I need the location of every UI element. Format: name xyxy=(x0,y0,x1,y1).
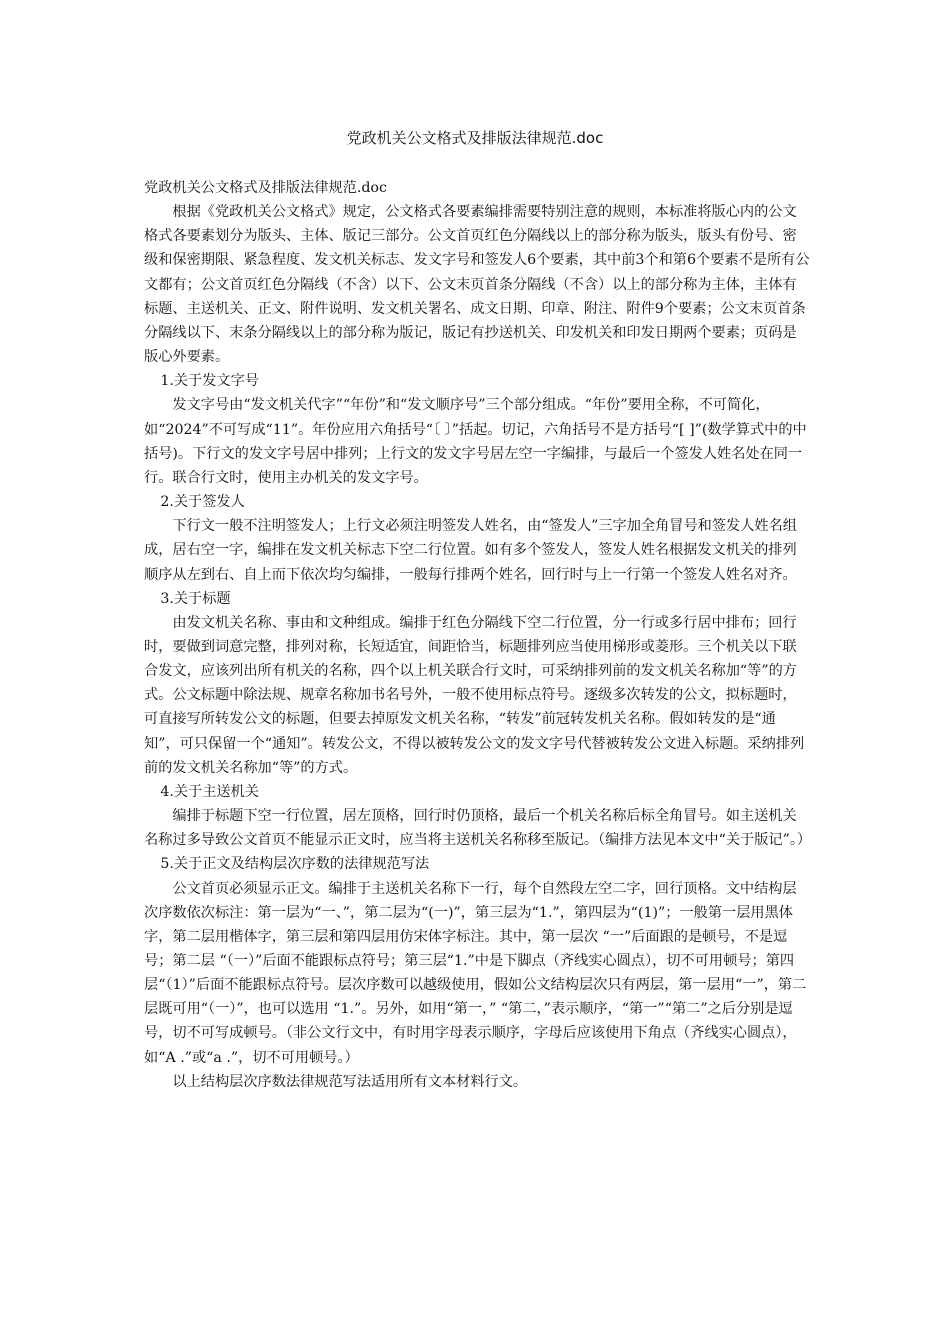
section-5-closing-paragraph: 以上结构层次序数法律规范写法适用所有文本材料行文。 xyxy=(172,1073,528,1090)
section-heading-2: 2.关于签发人 xyxy=(160,494,245,511)
section-heading-4: 4.关于主送机关 xyxy=(160,783,259,800)
document-title: 党政机关公文格式及排版法律规范.doc xyxy=(346,129,604,147)
filename-line: 党政机关公文格式及排版法律规范.doc xyxy=(144,180,387,196)
section-heading-5: 5.关于正文及结构层次序数的法律规范写法 xyxy=(160,856,430,873)
section-4-paragraph: 编排于标题下空一行位置，居左顶格，回行时仍顶格，最后一个机关名称后标全角冒号。如主送机关名称过多导致公文首页不能显示正文时，应当将主送机关名称移至版记。（编排方法见本文中“关于版记”。） xyxy=(144,808,812,849)
section-heading-3: 3.关于标题 xyxy=(160,590,231,607)
section-1-paragraph: 发文字号由“发文机关代字”“年份”和“发文顺序号”三个部分组成。“年份”要用全称，不可简化，如“2024”不可写成“11”。年份应用六角括号“〔 〕”括起。切记，六角括号不是方括号“[ ]”(数学算式中的中括号)。下行文的发文字号居中排列；上行文的发文字号居左空一字编排，与最后一个签发人姓名处在同一行。联合行文时，使用主办机关的发文字号。 xyxy=(144,397,807,486)
section-2-paragraph: 下行文一般不注明签发人；上行文必须注明签发人姓名，由“签发人”三字加全角冒号和签发人姓名组成，居右空一字，编排在发文机关标志下空二行位置。如有多个签发人，签发人姓名根据发文机关的排列顺序从左到右、自上而下依次均匀编排，一般每行排两个姓名，回行时与上一行第一个签发人姓名对齐。 xyxy=(144,518,797,583)
intro-paragraph: 根据《党政机关公文格式》规定，公文格式各要素编排需要特别注意的规则，本标准将版心内的公文格式各要素划分为版头、主体、版记三部分。公文首页红色分隔线以上的部分称为版头，版头有份号、密级和保密期限、紧急程度、发文机关标志、发文字号和签发人6个要素，其中前3个和第6个要素不是所有公文都有；公文首页红色分隔线（不含）以下、公文末页首条分隔线（不含）以上的部分称为主体，主体有标题、主送机关、正文、附件说明、发文机关署名、成文日期、印章、附注、附件9个要素；公文末页首条分隔线以下、末条分隔线以上的部分称为版记，版记有抄送机关、印发机关和印发日期两个要素；页码是版心外要素。 xyxy=(144,204,810,366)
section-3-paragraph: 由发文机关名称、事由和文种组成。编排于红色分隔线下空二行位置，分一行或多行居中排布；回行时，要做到词意完整，排列对称，长短适宜，间距恰当，标题排列应当使用梯形或菱形。三个机关以下联合发文，应该列出所有机关的名称，四个以上机关联合行文时，可采纳排列前的发文机关名称加“等”的方式。公文标题中除法规、规章名称加书名号外，一般不使用标点符号。逐级多次转发的公文，拟标题时，可直接写所转发公文的标题，但要去掉原发文机关名称，“转发”前冠转发机关名称。假如转发的是“通知”，可只保留一个“通知”。转发公文，不得以被转发公文的发文字号代替被转发公文进入标题。采纳排列前的发文机关名称加“等”的方式。 xyxy=(144,614,805,776)
section-5-paragraph: 公文首页必须显示正文。编排于主送机关名称下一行，每个自然段左空二字，回行顶格。文中结构层次序数依次标注：第一层为“一、”，第二层为“(一)”，第三层为“1.”，第四层为“(1)”；一般第一层用黑体字，第二层用楷体字，第三层和第四层用仿宋体字标注。其中，第一层次 “一”后面跟的是顿号，不是逗号；第二层 “（一）”后面不能跟标点符号；第三层“1.”中是下脚点（齐线实心圆点），切不可用顿号；第四层“（1）”后面不能跟标点符号。层次序数可以越级使用，假如公文结构层次只有两层，第一层用“一”，第二层既可用“（一）”，也可以选用 “1.”。另外，如用“第一，” “第二，”表示顺序，“第一”“第二”之后分别是逗号，切不可写成顿号。（非公文行文中，有时用字母表示顺序，字母后应该使用下角点（齐线实心圆点），如“A .”或“a .”，切不可用顿号。） xyxy=(144,880,807,1066)
section-heading-1: 1.关于发文字号 xyxy=(160,373,259,390)
document-body xyxy=(144,176,810,1094)
